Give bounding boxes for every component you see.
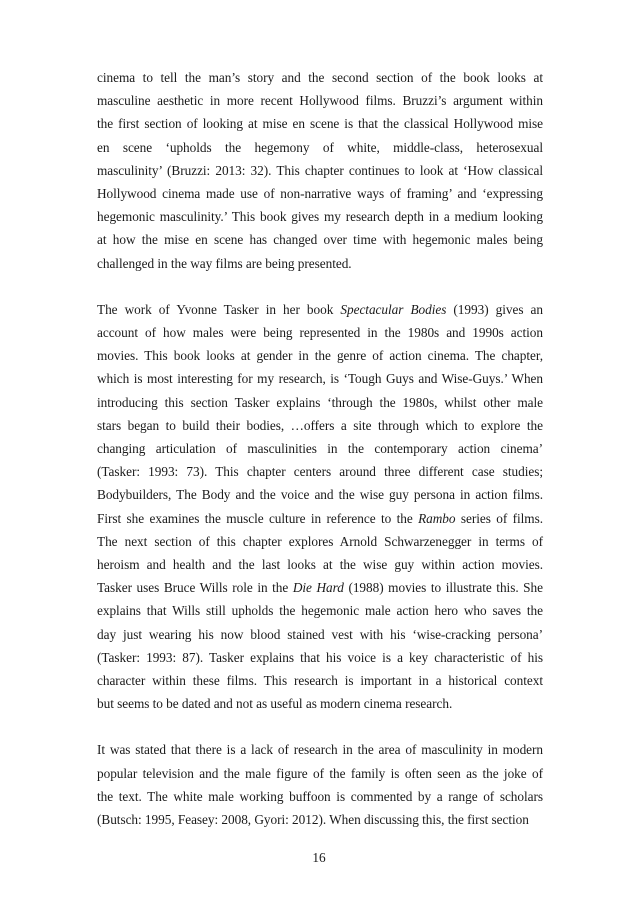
body-text — [97, 66, 543, 831]
paragraph — [97, 738, 543, 831]
text-segment: It was stated that there is a lack of research in the area of masculinity in modern — [97, 742, 543, 758]
text-segment: First she examines the muscle culture in reference to the — [97, 510, 419, 526]
text-segment: (Tasker: 1993: 87). Tasker explains that his voice is a key characteristic of his — [97, 649, 543, 665]
text-segment: challenged in the way films are being presented. — [97, 255, 352, 271]
text-line — [97, 669, 543, 692]
text-segment: masculinity’ (Bruzzi: 2013: 32). This chapter continues to look at ‘How classical — [97, 162, 543, 178]
paragraph — [97, 66, 543, 275]
text-segment: stars began to build their bodies, …offers a site through which to explore the — [97, 417, 543, 433]
text-segment: character within these films. This research is important in a historical context — [97, 672, 543, 688]
text-segment: but seems to be dated and not as useful as modern cinema research. — [97, 696, 453, 712]
text-segment: (Tasker: 1993: 73). This chapter centers around three different case studies; — [97, 464, 543, 480]
text-line — [97, 414, 543, 437]
text-segment: changing articulation of masculinities in the contemporary action cinema’ — [97, 441, 543, 456]
text-line — [97, 530, 543, 553]
text-segment: explains that Wills still upholds the hegemonic male action hero who saves the — [97, 603, 543, 619]
text-line — [97, 252, 543, 275]
text-line — [97, 507, 543, 530]
text-line — [97, 646, 543, 669]
text-segment: The work of Yvonne Tasker in her book — [97, 301, 341, 317]
text-line — [97, 808, 543, 831]
text-segment: series of films. — [455, 510, 543, 526]
text-line — [97, 367, 543, 390]
text-segment: day just wearing his now blood stained vest with his ‘wise-cracking persona’ — [97, 626, 543, 642]
text-line — [97, 437, 543, 460]
text-line — [97, 553, 543, 576]
text-line — [97, 738, 543, 761]
text-line — [97, 692, 543, 715]
text-line — [97, 205, 543, 228]
text-line — [97, 159, 543, 182]
text-line — [97, 298, 543, 321]
text-segment: the first section of looking at mise en scene is that the classical Hollywood mise — [97, 116, 543, 132]
text-line — [97, 89, 543, 112]
text-line — [97, 182, 543, 205]
text-segment: which is most interesting for my research, is ‘Tough Guys and Wise-Guys.’ When — [97, 371, 543, 387]
text-line — [97, 136, 543, 159]
text-segment: Hollywood cinema made use of non-narrative ways of framing’ and ‘expressing — [97, 185, 543, 201]
text-segment: masculine aesthetic in more recent Hollywood films. Bruzzi’s argument within — [97, 93, 543, 109]
text-segment: Tasker uses Bruce Wills role in the — [97, 580, 293, 596]
text-segment: The next section of this chapter explores Arnold Schwarzenegger in terms of — [97, 533, 543, 549]
paragraph-gap — [97, 715, 543, 738]
italic-title: Die Hard — [292, 580, 344, 596]
text-segment: en scene ‘upholds the hegemony of white, middle-class, heterosexual — [97, 139, 543, 155]
text-line — [97, 483, 543, 506]
text-segment: cinema to tell the man’s story and the second section of the book looks at — [97, 70, 543, 85]
text-segment: introducing this section Tasker explains ‘through the 1980s, whilst other male — [97, 394, 543, 410]
text-segment: the text. The white male working buffoon is commented by a range of scholars — [97, 788, 543, 804]
text-segment: (1988) movies to illustrate this. She — [343, 580, 543, 596]
text-segment: at how the mise en scene has changed over time with hegemonic males being — [97, 232, 543, 248]
text-segment: account of how males were being represented in the 1980s and 1990s action — [97, 325, 543, 341]
text-line — [97, 344, 543, 367]
text-line — [97, 321, 543, 344]
text-segment: Bodybuilders, The Body and the voice and the wise guy persona in action films. — [97, 487, 543, 503]
text-line — [97, 391, 543, 414]
text-line — [97, 785, 543, 808]
italic-title: Spectacular Bodies — [340, 301, 447, 317]
text-segment: heroism and health and the last looks at the wise guy within action movies. — [97, 556, 543, 572]
text-line — [97, 599, 543, 622]
text-line — [97, 623, 543, 646]
paragraph — [97, 298, 543, 715]
text-segment: movies. This book looks at gender in the genre of action cinema. The chapter, — [97, 348, 543, 364]
text-line — [97, 66, 543, 89]
text-segment: (1993) gives an — [446, 301, 543, 317]
italic-title: Rambo — [418, 510, 456, 526]
text-segment: popular television and the male figure of the family is often seen as the joke of — [97, 765, 543, 781]
paragraph-gap — [97, 275, 543, 298]
text-line — [97, 112, 543, 135]
page-number: 16 — [312, 850, 326, 865]
text-line — [97, 460, 543, 483]
text-line — [97, 762, 543, 785]
text-segment: hegemonic masculinity.’ This book gives my research depth in a medium looking — [97, 209, 543, 225]
text-line — [97, 576, 543, 599]
text-line — [97, 228, 543, 251]
text-segment: (Butsch: 1995, Feasey: 2008, Gyori: 2012). When discussing this, the first section — [97, 812, 529, 827]
